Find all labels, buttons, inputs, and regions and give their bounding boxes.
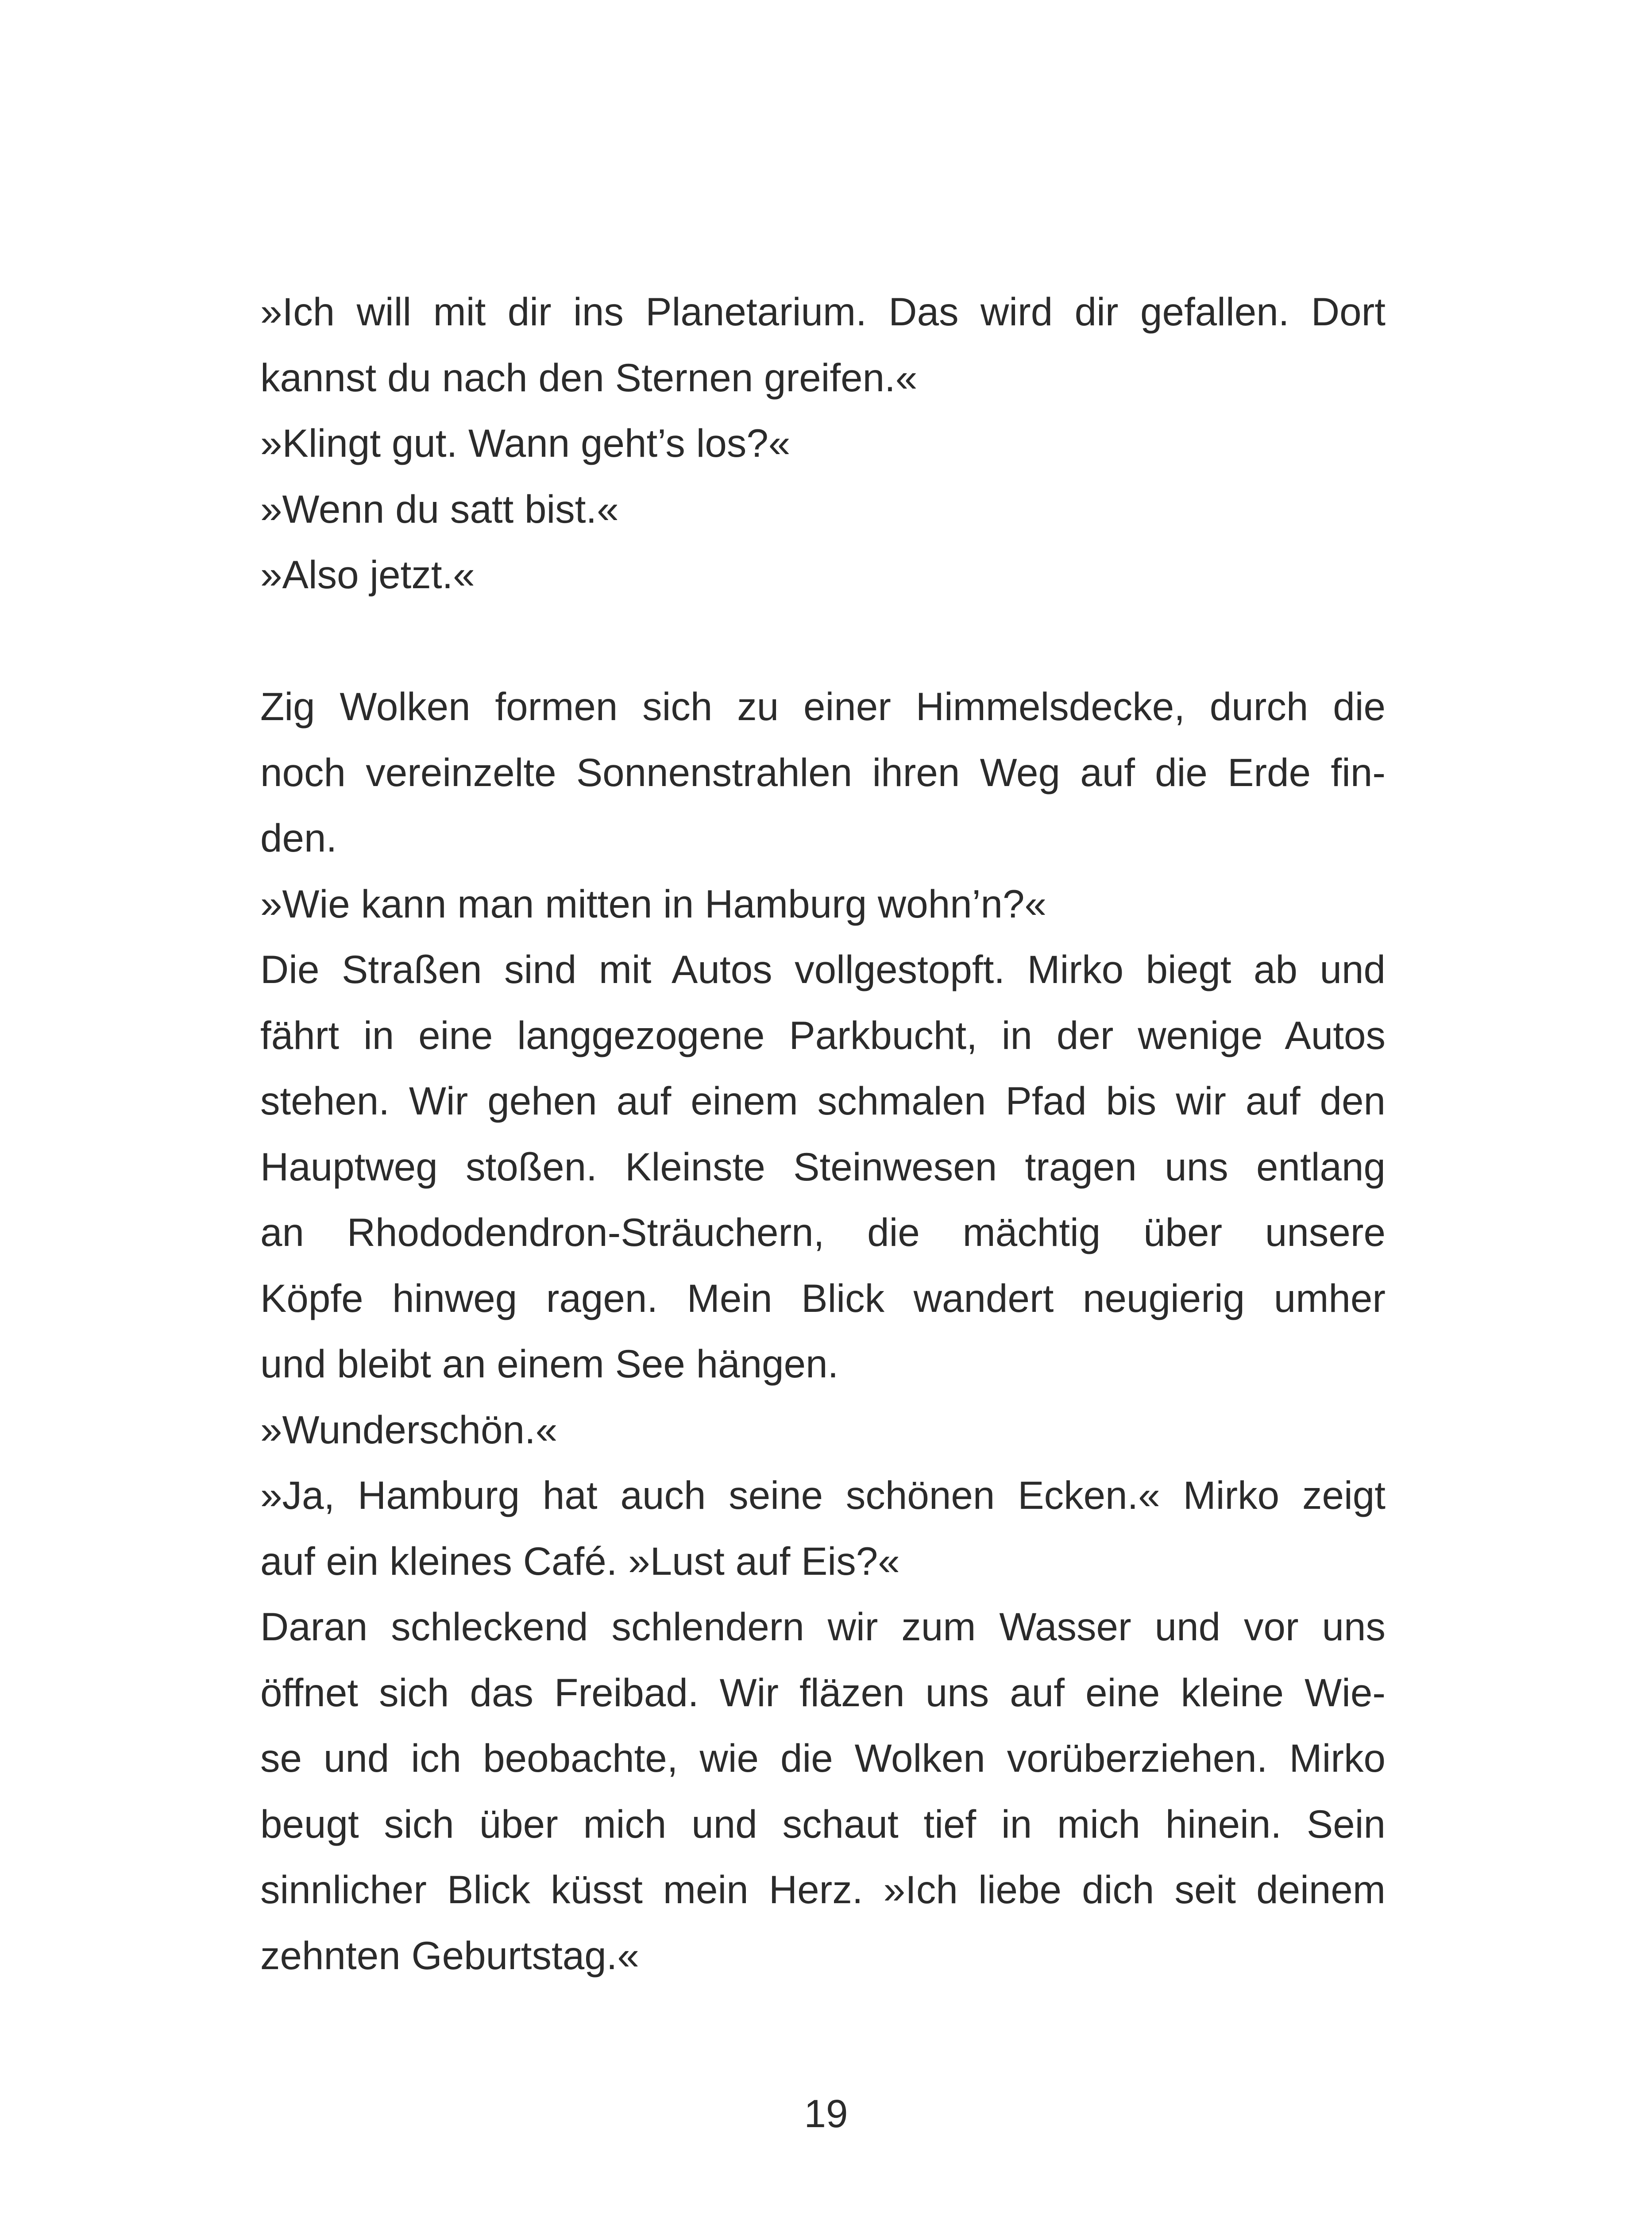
- text-line: beugt sich über mich und schaut tief in mich hinein. Sein: [260, 1801, 1386, 1846]
- text-line: Zig Wolken formen sich zu einer Himmelsdecke, durch die: [260, 684, 1386, 729]
- dialogue-block: [260, 279, 1386, 608]
- text-line: zehnten Geburtstag.«: [260, 1933, 639, 1978]
- text-line: noch vereinzelte Sonnenstrahlen ihren Weg auf die Erde fin-: [260, 750, 1386, 794]
- narrative-block: [260, 674, 1386, 1988]
- text-line: »Also jetzt.«: [260, 552, 475, 597]
- text-line: »Ich will mit dir ins Planetarium. Das wird dir gefallen. Dort: [260, 289, 1386, 334]
- text-line: »Klingt gut. Wann geht’s los?«: [260, 421, 791, 465]
- text-line: und bleibt an einem See hängen.: [260, 1342, 839, 1386]
- text-line: »Wunderschön.«: [260, 1407, 558, 1452]
- text-line: fährt in eine langgezogene Parkbucht, in der wenige Autos: [260, 1013, 1386, 1057]
- text-line: Hauptweg stoßen. Kleinste Steinwesen tragen uns entlang: [260, 1144, 1386, 1189]
- text-line: Die Straßen sind mit Autos vollgestopft. Mirko biegt ab und: [260, 947, 1386, 991]
- text-line: Daran schleckend schlendern wir zum Wasser und vor uns: [260, 1604, 1386, 1649]
- text-line: sinnlicher Blick küsst mein Herz. »Ich liebe dich seit deinem: [260, 1867, 1386, 1912]
- text-line: »Wenn du satt bist.«: [260, 486, 619, 531]
- text-line: »Ja, Hamburg hat auch seine schönen Ecken.« Mirko zeigt: [260, 1473, 1386, 1517]
- text-line: se und ich beobachte, wie die Wolken vorüberziehen. Mirko: [260, 1736, 1386, 1780]
- page-number: 19: [804, 2091, 848, 2136]
- text-line: auf ein kleines Café. »Lust auf Eis?«: [260, 1538, 900, 1583]
- text-line: kannst du nach den Sternen greifen.«: [260, 355, 918, 400]
- text-line: stehen. Wir gehen auf einem schmalen Pfad bis wir auf den: [260, 1079, 1386, 1123]
- text-line: den.: [260, 816, 337, 860]
- text-line: an Rhododendron-Sträuchern, die mächtig über unsere: [260, 1210, 1386, 1254]
- text-line: öffnet sich das Freibad. Wir fläzen uns auf eine kleine Wie-: [260, 1670, 1386, 1715]
- text-line: Köpfe hinweg ragen. Mein Blick wandert neugierig umher: [260, 1276, 1386, 1320]
- text-line: »Wie kann man mitten in Hamburg wohn’n?«: [260, 881, 1046, 926]
